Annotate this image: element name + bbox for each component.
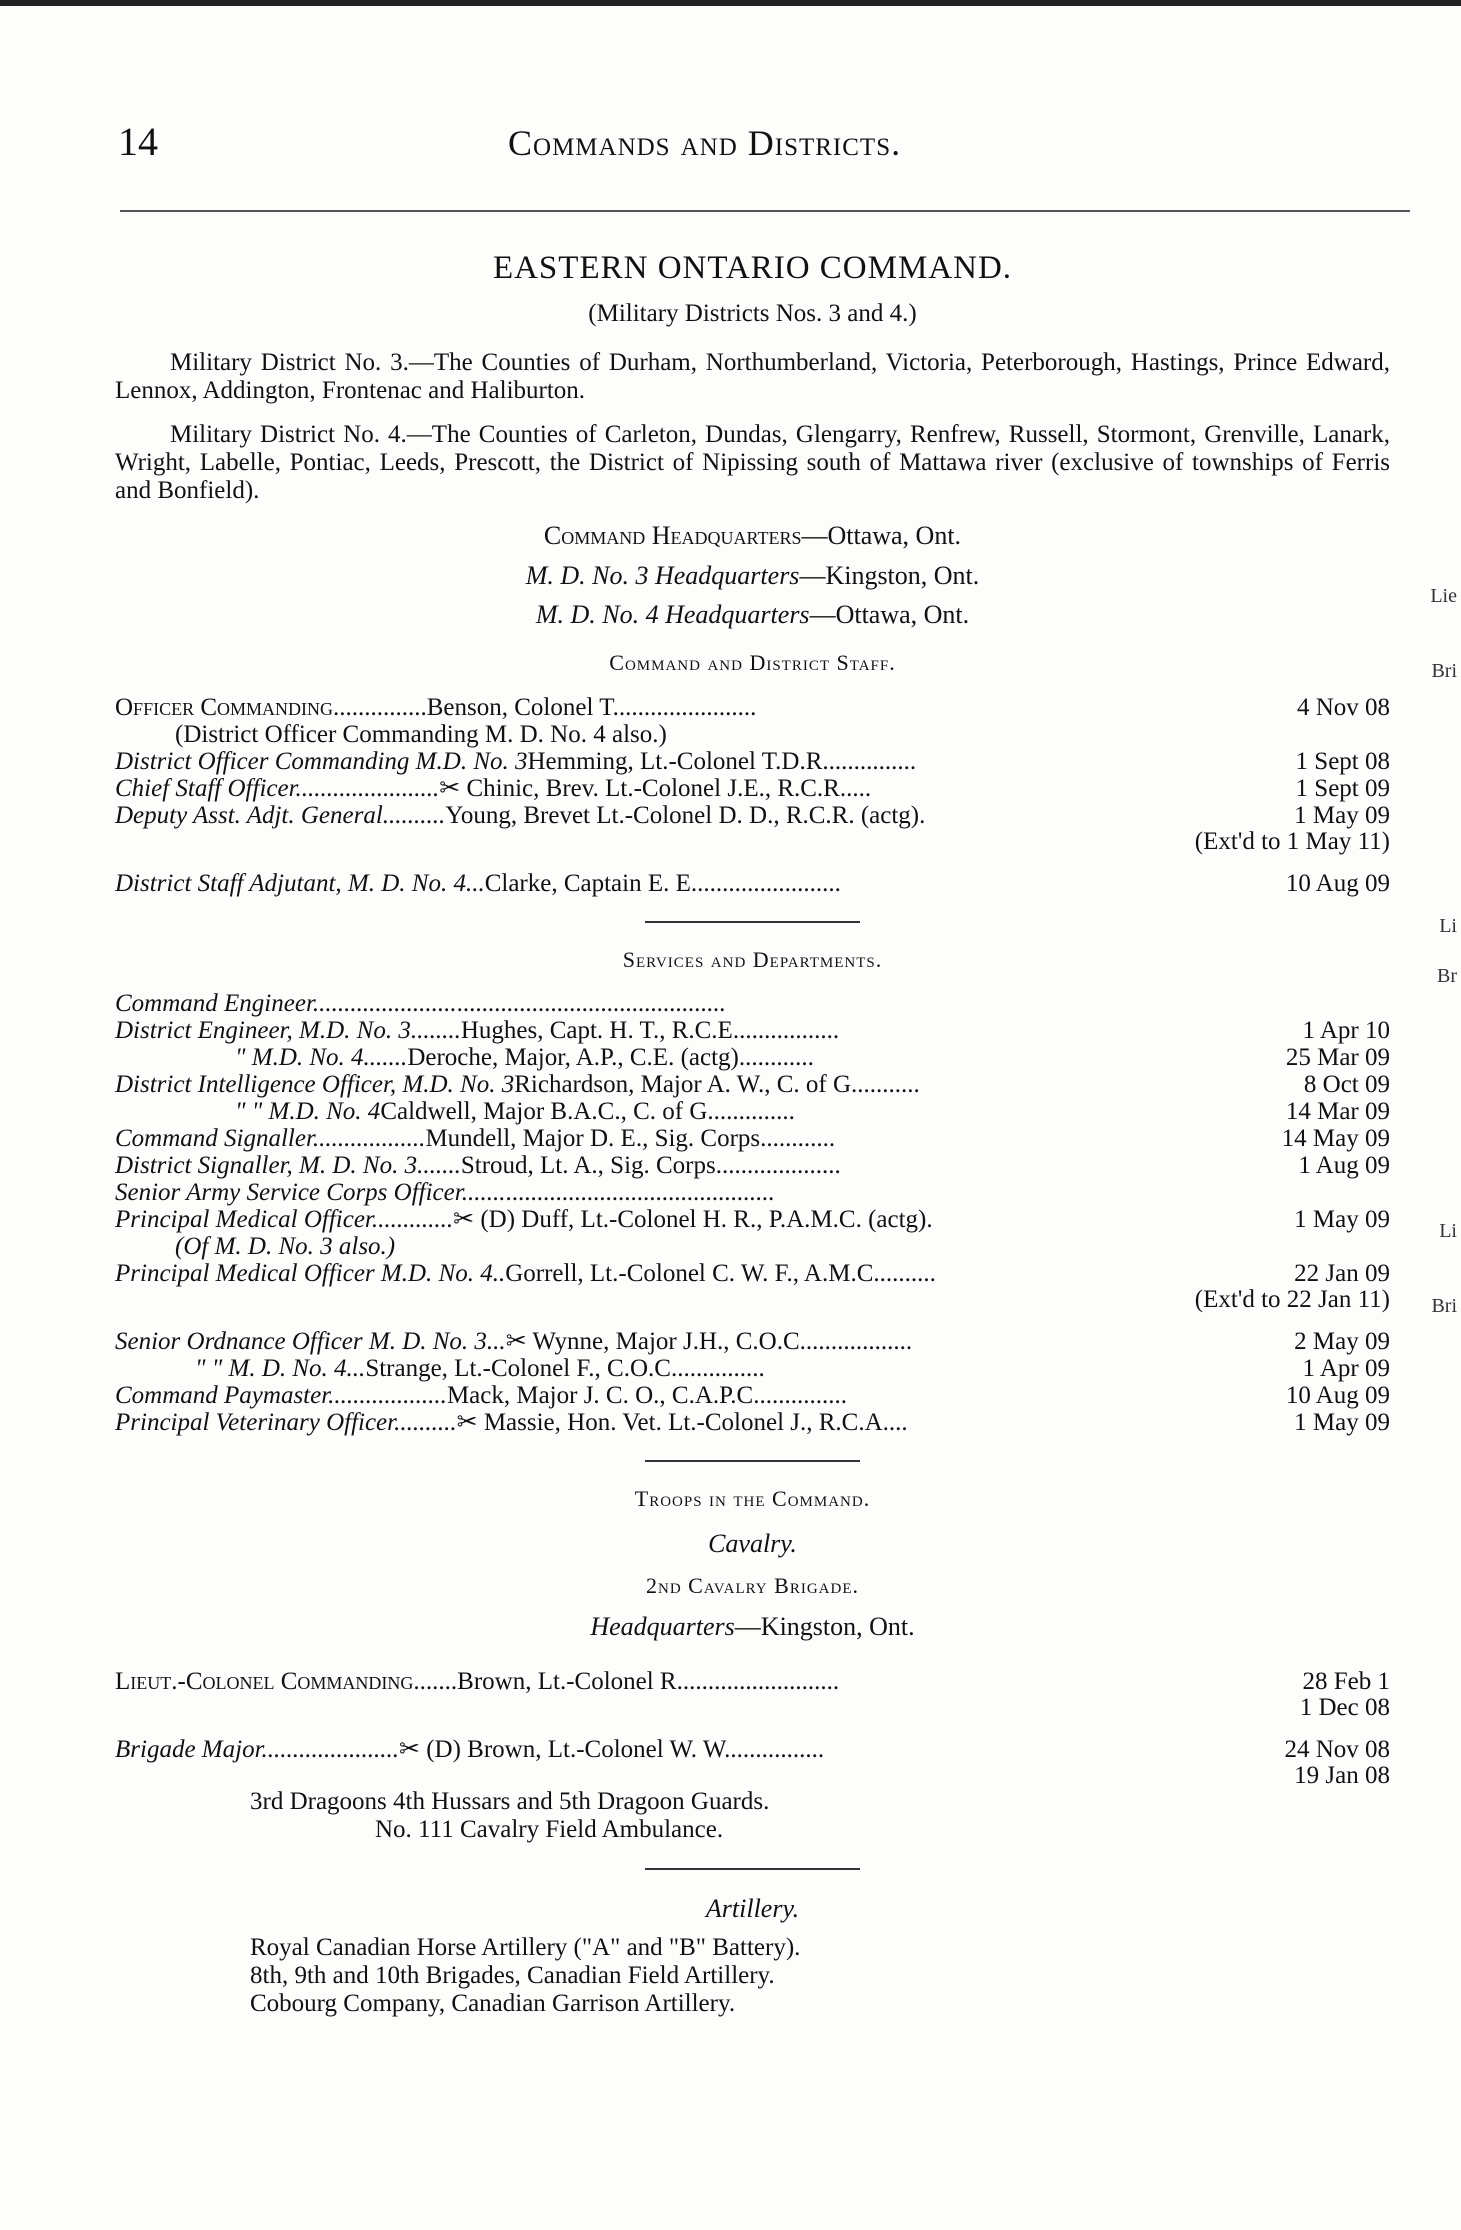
service-role: Principal Medical Officer M.D. No. 4.. [115,1259,506,1287]
staff-name: ✂ Chinic, Brev. Lt.-Colonel J.E., R.C.R..... [439,774,872,802]
service-date: 1 Apr 10 [1302,1016,1390,1044]
brigade-date: 28 Feb 1 [1302,1668,1390,1696]
cavalry-units: 3rd Dragoons 4th Hussars and 5th Dragoon Guards. [250,1788,770,1816]
service-date: 1 May 09 [1294,1205,1390,1233]
service-row [115,1328,1390,1355]
service-role: District Engineer, M.D. No. 3........ [115,1016,461,1044]
field-ambulance: No. 111 Cavalry Field Ambulance. [375,1816,724,1844]
margin-fragment: Li [1439,915,1457,937]
brigade-row [115,1736,1390,1763]
command-headquarters [115,521,1390,551]
service-role: District Intelligence Officer, M.D. No. 3 [115,1070,515,1098]
service-row [115,1355,1390,1382]
service-date: 14 Mar 09 [1285,1097,1390,1125]
service-name: ✂ (D) Duff, Lt.-Colonel H. R., P.A.M.C. (actg). [453,1205,933,1233]
hq-label: Headquarters [590,1612,735,1642]
staff-name: Hemming, Lt.-Colonel T.D.R............... [527,747,917,775]
service-name: ✂ Wynne, Major J.H., C.O.C.................. [505,1327,913,1355]
service-role: Senior Army Service Corps Officer....... [115,1178,506,1206]
running-head: Commands and Districts. [508,123,902,163]
service-date: 10 Aug 09 [1285,1381,1390,1409]
staff-name: Young, Brevet Lt.-Colonel D. D., R.C.R. (actg). [445,801,926,829]
service-role: Senior Ordnance Officer M. D. No. 3... [115,1327,506,1355]
page-body [115,250,1390,2018]
service-row [115,1071,1390,1098]
staff-row [115,694,1390,721]
page-number: 14 [118,119,158,164]
section-divider [645,921,860,923]
staff-date: 1 Sept 08 [1295,747,1390,775]
service-date: 25 Mar 09 [1285,1043,1390,1071]
brigade-role: Brigade Major...................... [115,1736,400,1764]
staff-row [115,748,1390,775]
service-date: 1 Aug 09 [1298,1151,1390,1179]
margin-fragment: Li [1439,1220,1457,1242]
service-role: " M.D. No. 4....... [235,1043,408,1071]
pmo-extension: (Ext'd to 22 Jan 11) [1194,1285,1390,1313]
service-name: ✂ Massie, Hon. Vet. Lt.-Colonel J., R.C.A.... [456,1408,908,1436]
staff-row [115,802,1390,829]
service-row [115,1152,1390,1179]
header-rule [120,210,1410,212]
service-row [115,1409,1390,1436]
service-row [115,1125,1390,1152]
service-date: 1 May 09 [1294,1408,1390,1436]
pmo-note: (Of M. D. No. 3 also.) [175,1232,396,1260]
margin-fragment: Br [1437,965,1457,987]
service-name: ........................................... [456,989,726,1017]
md4-headquarters [115,600,1390,630]
service-row [115,1098,1390,1125]
staff-role: Deputy Asst. Adjt. General.......... [115,801,446,829]
margin-fragment: Lie [1430,585,1457,607]
service-row [115,1017,1390,1044]
service-role: Principal Veterinary Officer.......... [115,1408,457,1436]
section-divider [645,1868,860,1870]
hq-place: —Kingston, Ont. [734,1612,915,1642]
brigade-date: 24 Nov 08 [1284,1736,1390,1764]
hq-place: —Ottawa, Ont. [809,600,970,630]
service-name: Mundell, Major D. E., Sig. Corps............ [425,1124,836,1152]
md3-headquarters [115,561,1390,591]
staff-date: 4 Nov 08 [1296,693,1390,721]
artillery-heading: Artillery. [705,1894,800,1924]
service-name: Mack, Major J. C. O., C.A.P.C............... [446,1381,847,1409]
service-name: Richardson, Major A. W., C. of G........... [514,1070,920,1098]
brigade-heading: 2nd Cavalry Brigade. [646,1573,859,1599]
service-role: " " M. D. No. 4... [195,1354,366,1382]
brigade-name: Brown, Lt.-Colonel R.......................... [457,1668,840,1696]
service-date: 2 May 09 [1294,1327,1390,1355]
staff-role: Chief Staff Officer....................... [115,774,440,802]
section-divider [645,1460,860,1462]
districts-subtitle: (Military Districts Nos. 3 and 4.) [588,299,917,327]
hq-place: —Ottawa, Ont. [801,520,962,550]
service-role: Command Engineer....................... [115,989,457,1017]
service-row [115,1206,1390,1233]
service-name: Caldwell, Major B.A.C., C. of G.............. [380,1097,795,1125]
service-name: Stroud, Lt. A., Sig. Corps.................... [460,1151,841,1179]
service-role: " " M.D. No. 4 [235,1097,381,1125]
page-header [118,118,1408,168]
brigade-date-extra: 19 Jan 08 [1294,1762,1390,1790]
artillery-line: Royal Canadian Horse Artillery ("A" and "B" Battery). [250,1934,801,1962]
service-date: 14 May 09 [1281,1124,1390,1152]
services-heading: Services and Departments. [622,946,883,972]
md3-description: Military District No. 3.—The Counties of Durham, Northumberland, Victoria, Peterborough, Hastings, Prince Edward, Lennox, Addington, Frontenac and Haliburton. [115,348,1390,404]
service-row [115,1382,1390,1409]
service-name: Hughes, Capt. H. T., R.C.E................. [460,1016,840,1044]
brigade-row [115,1668,1390,1695]
staff-name: Clarke, Captain E. E........................ [484,869,841,897]
staff-note: (District Officer Commanding M. D. No. 4 also.) [175,720,667,748]
staff-row [115,870,1390,897]
service-row [115,990,1390,1017]
top-border-rule [0,0,1461,6]
staff-heading: Command and District Staff. [609,650,896,676]
cavalry-heading: Cavalry. [708,1529,797,1559]
hq-label: M. D. No. 4 Headquarters [535,600,810,630]
brigade-role: Lieut.-Colonel Commanding....... [115,1668,458,1696]
service-name: Deroche, Major, A.P., C.E. (actg)............ [407,1043,814,1071]
staff-role: District Staff Adjutant, M. D. No. 4... [115,869,485,897]
command-title: EASTERN ONTARIO COMMAND. [492,250,1013,286]
brigade-headquarters [115,1612,1390,1642]
service-row [115,1044,1390,1071]
staff-name: Benson, Colonel T....................... [426,693,757,721]
hq-label: Command Headquarters [543,520,802,550]
staff-role: District Officer Commanding M.D. No. 3 [115,747,528,775]
troops-heading: Troops in the Command. [634,1485,871,1511]
staff-date: 10 Aug 09 [1285,869,1390,897]
staff-row [115,775,1390,802]
service-role: Command Paymaster................... [115,1381,447,1409]
staff-role: Officer Commanding............... [115,693,427,721]
service-date: 8 Oct 09 [1303,1070,1390,1098]
staff-extension: (Ext'd to 1 May 11) [1194,827,1390,855]
artillery-line: 8th, 9th and 10th Brigades, Canadian Field Artillery. [250,1962,775,1990]
artillery-line: Cobourg Company, Canadian Garrison Artillery. [250,1990,736,2018]
service-role: District Signaller, M. D. No. 3....... [115,1151,461,1179]
service-row [115,1260,1390,1287]
staff-date: 1 May 09 [1294,801,1390,829]
service-date: 22 Jan 09 [1294,1259,1390,1287]
service-name: Gorrell, Lt.-Colonel C. W. F., A.M.C.......... [505,1259,936,1287]
staff-date: 1 Sept 09 [1295,774,1390,802]
service-name: Strange, Lt.-Colonel F., C.O.C............... [365,1354,765,1382]
service-date: 1 Apr 09 [1302,1354,1390,1382]
service-name: ........................................... [505,1178,775,1206]
hq-label: M. D. No. 3 Headquarters [525,560,800,590]
margin-fragment: Bri [1431,1295,1457,1317]
hq-place: —Kingston, Ont. [799,560,980,590]
service-role: Command Signaller.................. [115,1124,426,1152]
service-row [115,1179,1390,1206]
margin-fragment: Bri [1431,660,1457,682]
brigade-date-extra: 1 Dec 08 [1299,1694,1390,1722]
service-role: Principal Medical Officer............. [115,1205,454,1233]
md4-description: Military District No. 4.—The Counties of Carleton, Dundas, Glengarry, Renfrew, Russell, Stormont, Grenville, Lanark, Wright, Labelle, Pontiac, Leeds, Prescott, the District of Nipissing south of Mattawa river (exclusive of townships of Ferris and Bonfield). [115,420,1390,504]
brigade-name: ✂ (D) Brown, Lt.-Colonel W. W................ [399,1736,825,1764]
